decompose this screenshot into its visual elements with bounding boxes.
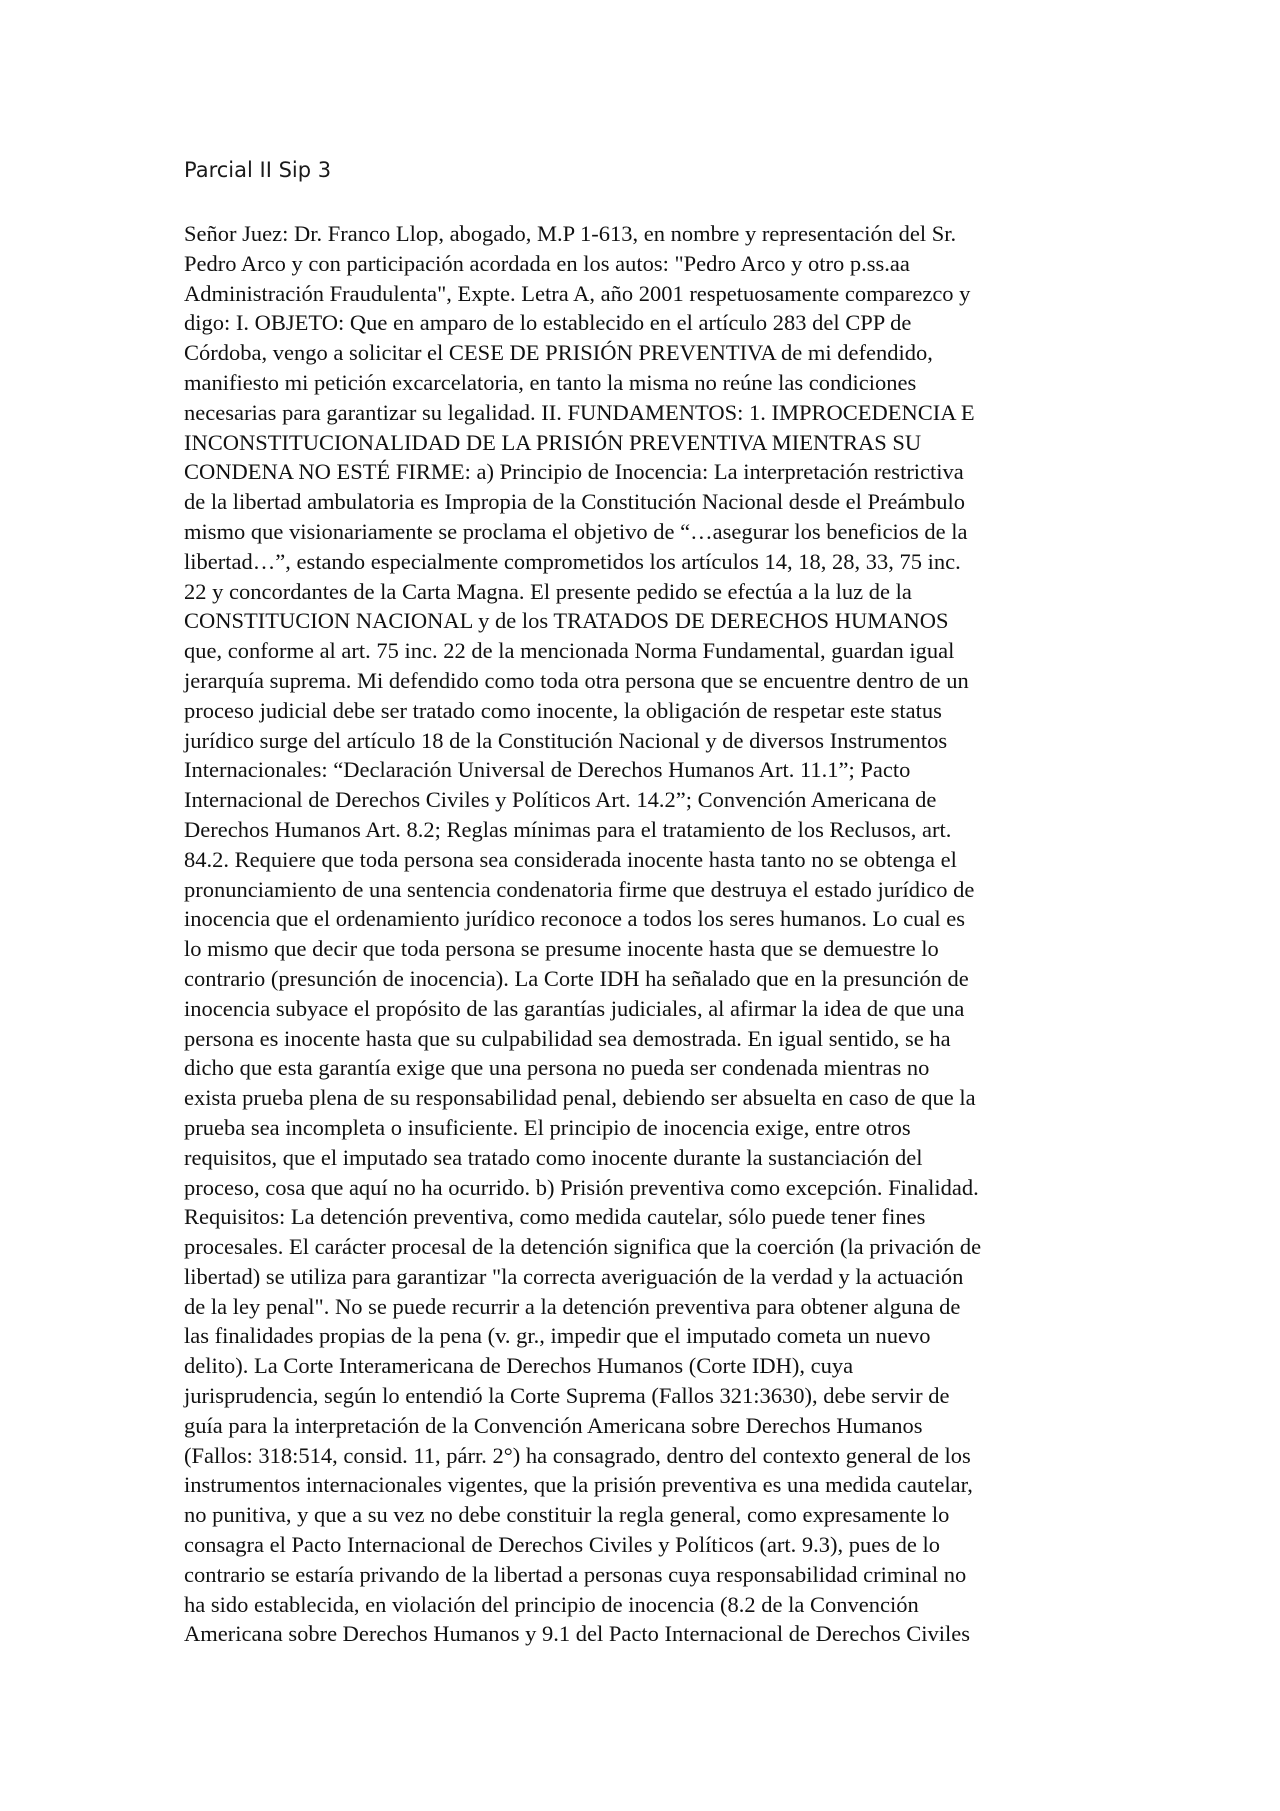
body-text-line: Derechos Humanos Art. 8.2; Reglas mínimas para el tratamiento de los Reclusos, art.: [184, 816, 952, 842]
body-text-line: de la ley penal". No se puede recurrir a la detención preventiva para obtener alguna de: [184, 1293, 961, 1319]
body-text-line: inocencia subyace el propósito de las garantías judiciales, al afirmar la idea de que una: [184, 995, 965, 1021]
body-text-line: jurisprudencia, según lo entendió la Corte Suprema (Fallos 321:3630), debe servir de: [184, 1383, 950, 1409]
body-text-line: de la libertad ambulatoria es Impropia de la Constitución Nacional desde el Preámbulo: [184, 489, 966, 515]
body-text-line: libertad…”, estando especialmente comprometidos los artículos 14, 18, 28, 33, 75 inc.: [184, 548, 961, 574]
body-text-line: exista prueba plena de su responsabilidad penal, debiendo ser absuelta en caso de que la: [184, 1085, 976, 1111]
body-text-line: jurídico surge del artículo 18 de la Constitución Nacional y de diversos Instrumentos: [184, 727, 948, 753]
body-text-line: INCONSTITUCIONALIDAD DE LA PRISIÓN PREVENTIVA MIENTRAS SU: [184, 429, 922, 455]
body-text-line: libertad) se utiliza para garantizar "la correcta averiguación de la verdad y la actuación: [184, 1263, 964, 1289]
body-text-line: ha sido establecida, en violación del principio de inocencia (8.2 de la Convención: [184, 1591, 919, 1617]
body-text-line: (Fallos: 318:514, consid. 11, párr. 2°) ha consagrado, dentro del contexto general de los: [184, 1442, 971, 1468]
document-body: [184, 219, 1104, 1649]
body-text-line: mismo que visionariamente se proclama el objetivo de “…asegurar los beneficios de la: [184, 518, 968, 544]
body-text-line: instrumentos internacionales vigentes, que la prisión preventiva es una medida cautelar,: [184, 1472, 973, 1498]
body-text-line: CONSTITUCION NACIONAL y de los TRATADOS DE DERECHOS HUMANOS: [184, 608, 949, 634]
body-text-line: Internacional de Derechos Civiles y Políticos Art. 14.2”; Convención Americana de: [184, 787, 937, 813]
body-text-line: digo: I. OBJETO: Que en amparo de lo establecido en el artículo 283 del CPP de: [184, 310, 912, 336]
body-text-line: requisitos, que el imputado sea tratado como inocente durante la sustanciación del: [184, 1144, 923, 1170]
body-text-line: 22 y concordantes de la Carta Magna. El presente pedido se efectúa a la luz de la: [184, 578, 912, 604]
body-text-line: Señor Juez: Dr. Franco Llop, abogado, M.P 1-613, en nombre y representación del Sr.: [184, 221, 957, 246]
body-text-line: Córdoba, vengo a solicitar el CESE DE PRISIÓN PREVENTIVA de mi defendido,: [184, 340, 933, 366]
document-title: Parcial II Sip 3: [184, 158, 332, 182]
body-text-line: guía para la interpretación de la Convención Americana sobre Derechos Humanos: [184, 1412, 923, 1438]
body-text-line: proceso, cosa que aquí no ha ocurrido. b) Prisión preventiva como excepción. Finalidad.: [184, 1174, 979, 1200]
body-text-line: necesarias para garantizar su legalidad. II. FUNDAMENTOS: 1. IMPROCEDENCIA E: [184, 399, 975, 425]
body-text-line: 84.2. Requiere que toda persona sea considerada inocente hasta tanto no se obtenga el: [184, 846, 957, 872]
body-text-line: las finalidades propias de la pena (v. gr., impedir que el imputado cometa un nuevo: [184, 1323, 931, 1349]
body-text-line: jerarquía suprema. Mi defendido como toda otra persona que se encuentre dentro de un: [184, 667, 969, 693]
body-text-line: no punitiva, y que a su vez no debe constituir la regla general, como expresamente lo: [184, 1502, 950, 1528]
body-text-line: proceso judicial debe ser tratado como inocente, la obligación de respetar este status: [184, 697, 942, 723]
body-text-line: Administración Fraudulenta", Expte. Letra A, año 2001 respetuosamente comparezco y: [184, 280, 971, 306]
body-text-line: procesales. El carácter procesal de la detención significa que la coerción (la privación de: [184, 1234, 982, 1260]
body-text-line: delito). La Corte Interamericana de Derechos Humanos (Corte IDH), cuya: [184, 1353, 854, 1379]
body-text-line: CONDENA NO ESTÉ FIRME: a) Principio de Inocencia: La interpretación restrictiva: [184, 459, 964, 485]
body-text-line: contrario se estaría privando de la libertad a personas cuya responsabilidad criminal no: [184, 1561, 967, 1587]
body-text-line: consagra el Pacto Internacional de Derechos Civiles y Políticos (art. 9.3), pues de lo: [184, 1532, 941, 1558]
body-text-line: prueba sea incompleta o insuficiente. El principio de inocencia exige, entre otros: [184, 1114, 911, 1140]
body-text-line: dicho que esta garantía exige que una persona no pueda ser condenada mientras no: [184, 1055, 930, 1081]
body-text-line: Americana sobre Derechos Humanos y 9.1 del Pacto Internacional de Derechos Civiles: [184, 1621, 970, 1647]
body-text-line: Internacionales: “Declaración Universal de Derechos Humanos Art. 11.1”; Pacto: [184, 757, 911, 783]
body-text-line: lo mismo que decir que toda persona se presume inocente hasta que se demuestre lo: [184, 936, 939, 962]
body-text-line: manifiesto mi petición excarcelatoria, en tanto la misma no reúne las condiciones: [184, 369, 917, 395]
body-text-line: Pedro Arco y con participación acordada en los autos: "Pedro Arco y otro p.ss.aa: [184, 250, 910, 276]
body-text-line: que, conforme al art. 75 inc. 22 de la mencionada Norma Fundamental, guardan igual: [184, 638, 955, 664]
body-text-line: contrario (presunción de inocencia). La Corte IDH ha señalado que en la presunción de: [184, 965, 969, 991]
body-text-line: pronunciamiento de una sentencia condenatoria firme que destruya el estado jurídico de: [184, 876, 975, 902]
body-text-line: Requisitos: La detención preventiva, como medida cautelar, sólo puede tener fines: [184, 1204, 926, 1230]
body-text-line: persona es inocente hasta que su culpabilidad sea demostrada. En igual sentido, se ha: [184, 1025, 951, 1051]
body-text-line: inocencia que el ordenamiento jurídico reconoce a todos los seres humanos. Lo cual es: [184, 906, 965, 932]
